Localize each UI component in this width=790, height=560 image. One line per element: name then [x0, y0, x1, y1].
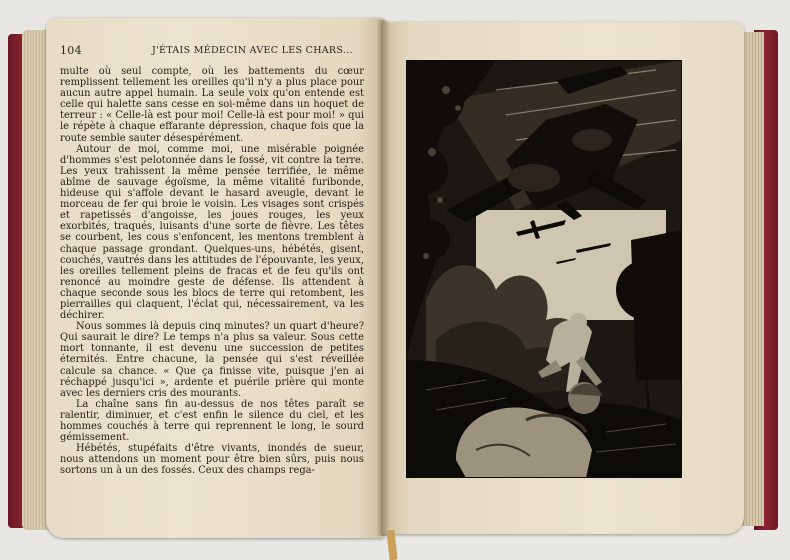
- page-number: 104: [60, 44, 82, 57]
- body-text: [60, 66, 364, 476]
- bookmark-ribbon: [386, 530, 397, 560]
- paragraph: Nous sommes là depuis cinq minutes? un quart d'heure? Qui saurait le dire? Le temps n'a plus sa valeur. Sous cette mort tonnante, il est devenu une succession de petites éternités. Entre chacune, la pensée qui s'est réveillée calcule sa chance. « Que ça finisse vite, puisque j'en ai réchappé jusqu'ici », ardente et puérile prière qui monte avec les derniers cris des mourants.: [60, 321, 364, 399]
- paragraph: Hébétés, stupéfaits d'être vivants, inondés de sueur, nous attendons un moment pour être bien sûrs, puis nous sortons un à un des fossés. Ceux des champs rega-: [60, 443, 364, 477]
- paragraph: Autour de moi, comme moi, une misérable poignée d'hommes s'est pelotonnée dans le fossé, vit contre la terre. Les yeux trahissent la même pensée terrifiée, le même abîme de sauvage égoïsme, la même vitalité furibonde, hideuse qui s'affole devant le hasard aveugle, devant le morceau de fer qui broie le voisin. Les visages sont crispés et rapetissés d'angoisse, les joues rouges, les yeux exorbités, traqués, luisants d'une sorte de fièvre. Les têtes se courbent, les cous s'enfoncent, les mentons tremblent à chaque passage grondant. Quelques-uns, hébétés, gisent, couchés, vautrés dans les attitudes de l'épouvante, les yeux, les oreilles tellement pleins de fracas et de feu qu'ils ont renoncé au moindre geste de défense. Ils attendent à chaque seconde sous les blocs de terre qui retombent, les pierrailles qui claquent, l'éclat qui, nécessairement, va les déchirer.: [60, 143, 364, 322]
- paragraph: La chaîne sans fin au-dessus de nos têtes paraît se ralentir, diminuer, et c'est enfin le silence du ciel, et les hommes couchés à terre qui reprennent le long, le sourd gémissement.: [60, 398, 364, 444]
- war-illustration: [406, 60, 682, 478]
- book-gutter: [376, 20, 390, 536]
- running-title: J'ÉTAIS MÉDECIN AVEC LES CHARS...: [152, 45, 353, 56]
- illustration-art: [406, 60, 682, 478]
- running-head: [60, 44, 360, 58]
- paragraph: multe où seul compte, où les battements du cœur remplissent tellement les oreilles qu'il n'y a plus place pour aucun autre appel humain. La seule voix qu'on entende est celle qui halette sans cesse en soi-même dans un hoquet de terreur : « Celle-là est pour moi! Celle-là est pour moi! » qui le répète à chaque effarante dépression, chaque fois que la route semble sauter désespérément.: [60, 66, 364, 144]
